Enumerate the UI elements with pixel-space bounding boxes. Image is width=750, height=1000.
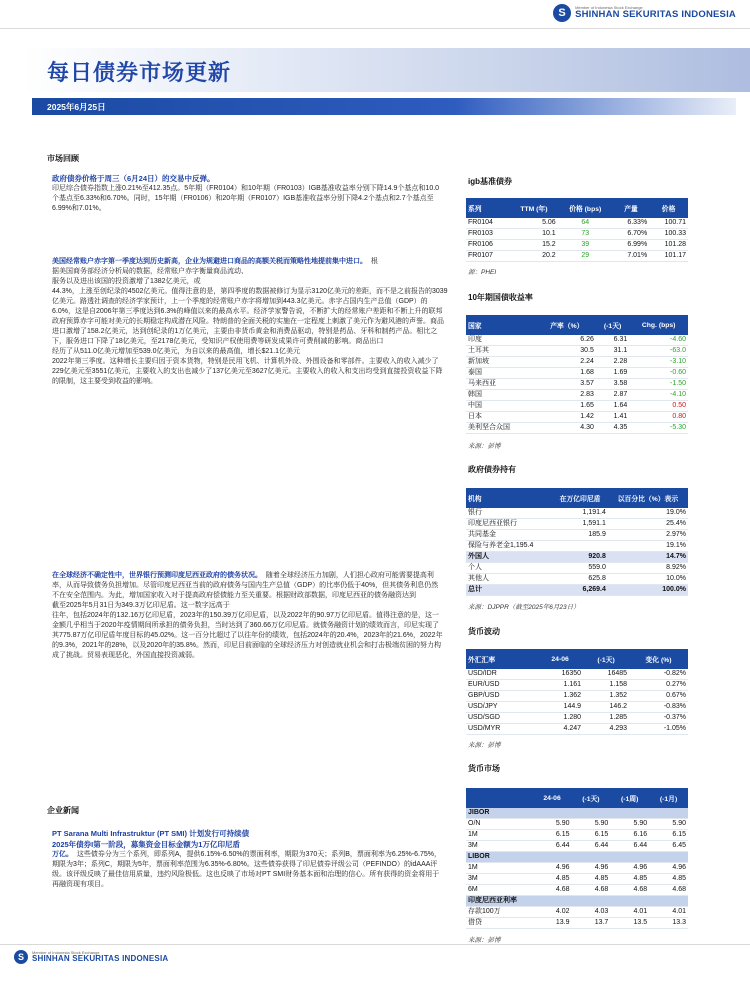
cell: 16485 [583, 669, 629, 680]
table-row [466, 563, 688, 574]
cell: EUR/USD [466, 680, 537, 691]
header-divider [0, 28, 750, 29]
cell: 6.15 [649, 830, 688, 841]
cell: 31.1 [596, 346, 629, 357]
cell: 5.90 [649, 819, 688, 830]
fx-header: 外汇汇率 [466, 649, 537, 669]
yields-header: 国家 [466, 315, 538, 335]
bond-prices-title: 政府债券价格于周三（6月24日）的交易中反弹。 [52, 174, 215, 183]
cell: 4.02 [533, 907, 572, 918]
cell: 1.352 [583, 691, 629, 702]
world-bank-title: 在全球经济不确定性中，世界银行预测印度尼西亚政府的债务状况。 [52, 572, 262, 579]
cell: 1.69 [596, 368, 629, 379]
table-row [466, 423, 688, 434]
table-row [466, 713, 688, 724]
yields-header: (-1天) [596, 315, 629, 335]
market-review-heading: 市场回顾 [47, 154, 79, 163]
table-row [466, 357, 688, 368]
cell: 6.33% [613, 218, 649, 229]
cell: 总计 [466, 585, 552, 596]
fx-header: 24-06 [537, 649, 583, 669]
table-row [466, 841, 688, 852]
cell: 印度尼西亚银行 [466, 519, 552, 530]
cell: 6.45 [649, 841, 688, 852]
yields-source: 来源：彭博 [468, 443, 501, 450]
igb-source: 源：PHEI [468, 269, 497, 276]
corporate-title3: 万亿。 [52, 851, 73, 858]
cell: 印度 [466, 335, 538, 346]
money-title: 货币市场 [468, 764, 500, 773]
cell: 4.68 [533, 885, 572, 896]
cell: 15.2 [510, 240, 558, 251]
section-corporate [52, 828, 444, 890]
cell: 马来西亚 [466, 379, 538, 390]
cell: 2.87 [596, 390, 629, 401]
cell: 16350 [537, 669, 583, 680]
cell: 100.71 [649, 218, 688, 229]
page-title: 每日债券市场更新 [47, 60, 232, 85]
cell: FR0107 [466, 251, 510, 262]
cell: USD/MYR [466, 724, 537, 735]
section-bond-prices [52, 173, 444, 214]
cell: 1.42 [538, 412, 596, 423]
date-bar [32, 98, 736, 115]
brand-logo [553, 4, 736, 22]
bond-prices-body: 印尼综合债券指数上涨0.21%至412.35点。5年期（FR0104）和10年期（FR0103）IGB基准收益率分别下降14.9个基点和10.0个基点至6.33%和6.70%。同时，15年期（FR0106）和20年期（FR0107）IGB基准收益率分别下降4.2个基点和2.7个基点至6.99%和7.01%。 [52, 185, 440, 212]
report-date: 2025年6月25日 [47, 102, 106, 112]
table-row [466, 218, 688, 229]
cell: 4.30 [538, 423, 596, 434]
table-row [466, 346, 688, 357]
cell: 泰国 [466, 368, 538, 379]
footer-tagline: Member of Indonesia Stock Exchange [32, 950, 100, 955]
table-row [466, 335, 688, 346]
cell: -0.37% [629, 713, 688, 724]
cell: 其他人 [466, 574, 552, 585]
footer-brand-name: SHINHAN SEKURITAS INDONESIA [32, 954, 169, 963]
us-deficit-body: 44.3%，上涨至创纪录的4502亿美元。值得注意的是，第四季度的数据被修订为显示3120亿美元的差距，而不是之前报告的3039亿美元。路透社调查的经济学家预计，上一个季度的经常账户赤字将增加到443.3亿美元。赤字占国内生产总值（GDP）的6.0%，这是自2006年第三季度达到6.3%的峰值以来的最高水平。经济学家警告说，不断扩大的经常账户差距和不断上升的联邦政府预算赤字可能对美元的长期稳定构成潜在风险。特朗普的全面关税的实施在一定程度上刺激了美元作为避风港的声誉。商品进口激增了158.2亿美元，达到创纪录的1万亿美元，主要由非货币黄金和消费品驱动，特别是药品、牙科和制药产品。相比之下，服务进口下降了18亿美元，至2178亿美元，受知识产权使用费等研发成果许可费削减的影响。商品出口 [52, 288, 448, 345]
cell: 5.06 [510, 218, 558, 229]
cell [552, 541, 608, 552]
cell: 2.83 [538, 390, 596, 401]
money-table [466, 788, 688, 929]
cell: 美利坚合众国 [466, 423, 538, 434]
cell: 6.16 [610, 830, 649, 841]
cell: 0.80 [629, 412, 688, 423]
table-row [466, 368, 688, 379]
cell: 6.44 [533, 841, 572, 852]
cell: 共同基金 [466, 530, 552, 541]
cell: 14.7% [608, 552, 688, 563]
money-source: 来源：彭博 [468, 937, 501, 944]
us-deficit-line1: 据美国商务部经济分析局的数据，经常账户赤字衡量商品流动、 [52, 268, 248, 275]
fx-source: 来源：彭博 [468, 742, 501, 749]
table-row [466, 830, 688, 841]
cell: 银行 [466, 508, 552, 519]
cell: 19.1% [608, 541, 688, 552]
table-row [466, 907, 688, 918]
cell: 30.5 [538, 346, 596, 357]
cell: 25.4% [608, 519, 688, 530]
table-row [466, 863, 688, 874]
us-deficit-line2: 服务以及进出该国的投资激增了1382亿美元，或 [52, 278, 201, 285]
table-row [466, 541, 688, 552]
cell: 185.9 [552, 530, 608, 541]
igb-title: igb基准债券 [468, 177, 512, 186]
table-row [466, 574, 688, 585]
cell: 1.362 [537, 691, 583, 702]
corporate-title1: PT Sarana Multi Infrastruktur (PT SMI) 计划发行可持续债 [52, 829, 250, 838]
cell: FR0104 [466, 218, 510, 229]
yields-header: 产率（%） [538, 315, 596, 335]
money-header: (-1天) [571, 788, 610, 808]
fx-header: (-1天) [583, 649, 629, 669]
cell: -3.10 [629, 357, 688, 368]
igb-header: 产量 [613, 198, 649, 218]
cell: -5.30 [629, 423, 688, 434]
table-row [466, 808, 688, 819]
shinhan-footer-icon: S [14, 950, 28, 964]
cell: 土耳其 [466, 346, 538, 357]
cell: FR0106 [466, 240, 510, 251]
cell: 13.9 [533, 918, 572, 929]
cell: 5.90 [571, 819, 610, 830]
money-header: (-1月) [649, 788, 688, 808]
cell: 13.7 [571, 918, 610, 929]
money-header: (-1周) [610, 788, 649, 808]
cell: 韩国 [466, 390, 538, 401]
cell: 6.44 [610, 841, 649, 852]
cell: 4.85 [649, 874, 688, 885]
cell: 144.9 [537, 702, 583, 713]
table-row [466, 874, 688, 885]
cell: JIBOR [466, 808, 688, 819]
brand-name: SHINHAN SEKURITAS INDONESIA [575, 9, 736, 21]
cell: 625.8 [552, 574, 608, 585]
holdings-header: 以百分比（%）表示 [608, 488, 688, 508]
cell: 6.15 [533, 830, 572, 841]
cell: 146.2 [583, 702, 629, 713]
cell: 1.64 [596, 401, 629, 412]
igb-header: 价格 [649, 198, 688, 218]
holdings-source: 来源：DJPPR（截至2025年6月23日） [468, 604, 580, 611]
igb-header: 系列 [466, 198, 510, 218]
cell: 101.28 [649, 240, 688, 251]
cell: 0.50 [629, 401, 688, 412]
cell: 4.247 [537, 724, 583, 735]
yields-table [466, 315, 688, 434]
cell: 920.8 [552, 552, 608, 563]
cell: 4.01 [649, 907, 688, 918]
cell: -4.60 [629, 335, 688, 346]
cell: 19.0% [608, 508, 688, 519]
cell: 6.31 [596, 335, 629, 346]
table-row [466, 918, 688, 929]
cell: USD/JPY [466, 702, 537, 713]
cell: O/N [466, 819, 533, 830]
table-row [466, 412, 688, 423]
cell: 4.293 [583, 724, 629, 735]
money-header: 24-06 [533, 788, 572, 808]
table-row [466, 852, 688, 863]
cell: 101.17 [649, 251, 688, 262]
cell: 保险与养老金1,195.4 [466, 541, 552, 552]
cell: 1.285 [583, 713, 629, 724]
table-row [466, 585, 688, 596]
cell: 4.96 [571, 863, 610, 874]
cell: 4.96 [533, 863, 572, 874]
us-deficit-title: 美国经常账户赤字第一季度达到历史新高，企业为规避进口商品的高额关税而策略性地提前集中进口。 [52, 258, 367, 265]
cell: 4.96 [610, 863, 649, 874]
cell: 1.158 [583, 680, 629, 691]
cell: 3M [466, 874, 533, 885]
table-row [466, 530, 688, 541]
table-row [466, 251, 688, 262]
cell: 0.67% [629, 691, 688, 702]
cell: 1.161 [537, 680, 583, 691]
table-row [466, 401, 688, 412]
fx-header: 变化 (%) [629, 649, 688, 669]
world-bank-body2: 截至2025年5月31日为349.3万亿印尼盾。这一数字远高于 [52, 602, 230, 609]
cell: 64 [558, 218, 613, 229]
cell: 2.97% [608, 530, 688, 541]
holdings-title: 政府债券持有 [468, 465, 516, 474]
table-row [466, 896, 688, 907]
cell: 4.85 [610, 874, 649, 885]
cell: 13.5 [610, 918, 649, 929]
cell: 外国人 [466, 552, 552, 563]
table-row [466, 680, 688, 691]
table-row [466, 508, 688, 519]
cell: -1.50 [629, 379, 688, 390]
cell: 3M [466, 841, 533, 852]
world-bank-body3: 往年，包括2024年的132.16万亿印尼盾，2023年的150.39万亿印尼盾，以及2022年的90.97万亿印尼盾。值得注意的是，这一金额几乎相当于2020年疫情期间所承担的债务负担，当时达到了360.66万亿印尼盾。就债务融资计划的绩效而言，印尼实现了其775.87万亿印尼盾年度目标的45.02%。这一百分比超过了以往年份的绩效，包括2024年的20.4%，2023年的21.6%，2022年的9.3%，2021年的28%，以及2020年的35.8%。然而，印尼目前面临的全球经济压力对创造就业机会和打击极端贫困的努力构成了挑战。贸易表现恶化，外国直接投资减弱。 [52, 612, 443, 659]
cell: 6,269.4 [552, 585, 608, 596]
cell: 13.3 [649, 918, 688, 929]
cell: 4.01 [610, 907, 649, 918]
igb-header: 价格 (bps) [558, 198, 613, 218]
igb-table [466, 198, 688, 262]
cell: 5.90 [533, 819, 572, 830]
cell: 100.33 [649, 229, 688, 240]
table-row [466, 669, 688, 680]
holdings-header: 机构 [466, 488, 552, 508]
cell: 个人 [466, 563, 552, 574]
cell: 1,191.4 [552, 508, 608, 519]
cell: 6M [466, 885, 533, 896]
brand-tagline: Member of Indonesia Stock Exchange [575, 5, 643, 11]
cell: USD/SGD [466, 713, 537, 724]
cell: 100.0% [608, 585, 688, 596]
cell: -0.60 [629, 368, 688, 379]
cell: 4.68 [610, 885, 649, 896]
us-deficit-line5: 2022年第三季度。这种增长主要归因于资本货物，特别是民用飞机、计算机外设、外围设备和零部件。主要收入的收入减少了229亿美元至3551亿美元，主要收入的支出也减少了137亿美元至3627亿美元。主要收入的收入和支出均受到直接投资收益下降的限制，这主要受到收益的影响。 [52, 358, 443, 385]
table-row [466, 240, 688, 251]
cell: 3.57 [538, 379, 596, 390]
cell: 20.2 [510, 251, 558, 262]
footer-divider [0, 944, 750, 945]
cell: 73 [558, 229, 613, 240]
fx-title: 货币波动 [468, 627, 500, 636]
cell: 10.1 [510, 229, 558, 240]
corporate-title2: 2025年债券I第一阶段，募集资金目标金额为1万亿印尼盾 [52, 840, 240, 849]
cell: -0.83% [629, 702, 688, 713]
table-row [466, 519, 688, 530]
table-row [466, 819, 688, 830]
cell: 印度尼西亚利率 [466, 896, 688, 907]
cell: 7.01% [613, 251, 649, 262]
cell: 1.280 [537, 713, 583, 724]
us-deficit-line4: 经历了从511.0亿美元增加至539.0亿美元，为自以来的最高值，增长$21.1亿美元 [52, 348, 301, 355]
cell: FR0103 [466, 229, 510, 240]
cell: 6.70% [613, 229, 649, 240]
section-world-bank [52, 571, 444, 661]
cell: 5.90 [610, 819, 649, 830]
cell: 2.28 [596, 357, 629, 368]
cell: USD/IDR [466, 669, 537, 680]
igb-header: TTM (年) [510, 198, 558, 218]
yields-header: Chg. (bps) [629, 315, 688, 335]
cell: 6.44 [571, 841, 610, 852]
table-row [466, 229, 688, 240]
cell: GBP/USD [466, 691, 537, 702]
cell: 4.68 [571, 885, 610, 896]
table-row [466, 379, 688, 390]
cell: 4.03 [571, 907, 610, 918]
shinhan-logo-icon: S [553, 4, 571, 22]
cell: 1.41 [596, 412, 629, 423]
cell: 4.85 [533, 874, 572, 885]
cell: 39 [558, 240, 613, 251]
us-deficit-tail: 根 [370, 258, 378, 265]
cell: 0.27% [629, 680, 688, 691]
corporate-news-heading: 企业新闻 [47, 806, 79, 815]
yields-title: 10年期国债收益率 [468, 293, 533, 302]
cell: 新加坡 [466, 357, 538, 368]
section-us-deficit [52, 257, 448, 387]
cell: 日本 [466, 412, 538, 423]
cell: 1M [466, 830, 533, 841]
fx-table [466, 649, 688, 735]
holdings-table [466, 488, 688, 596]
cell: 6.99% [613, 240, 649, 251]
cell: -4.10 [629, 390, 688, 401]
table-row [466, 702, 688, 713]
table-row [466, 724, 688, 735]
cell: 存款100万 [466, 907, 533, 918]
corporate-body: 这些债券分为三个系列，即系列A，提供6.15%-6.50%的票面利率，期限为370天；系列B，票面利率为6.25%-6.75%，期限为3年；系列C，期限为5年，票面利率范围为6.35%-6.80%。这些债券获得了印尼债券评级公司（PEFINDO）的idAAA评级。该评级反映了最佳信用质量，违约风险极低。这也反映了市场对PT SMI财务基本面和治理的信心。所有获得的资金将用于再融资现有项目。 [52, 851, 441, 888]
table-row [466, 552, 688, 563]
cell: 4.68 [649, 885, 688, 896]
cell: 4.35 [596, 423, 629, 434]
holdings-header: 在万亿印尼盾 [552, 488, 608, 508]
cell: 1M [466, 863, 533, 874]
cell: 3.58 [596, 379, 629, 390]
cell: 4.85 [571, 874, 610, 885]
cell: 2.24 [538, 357, 596, 368]
cell: 6.15 [571, 830, 610, 841]
cell: LIBOR [466, 852, 688, 863]
table-row [466, 390, 688, 401]
cell: -63.0 [629, 346, 688, 357]
footer-logo [14, 950, 168, 964]
cell: -0.82% [629, 669, 688, 680]
world-bank-body1: 随着全球经济压力加剧，人们担心政府可能需要提高利率，从而导致债务负担增加。尽管印度尼西亚当前的政府债务与国内生产总值（GDP）的比率仍低于40%，但其债务利息仍然不在安全范围内。为此，增加国家收入对于提高政府偿债能力至关重要。根据财政部数据，印度尼西亚的债务融资达到 [52, 572, 439, 599]
cell: 10.0% [608, 574, 688, 585]
cell: 中国 [466, 401, 538, 412]
cell: -1.05% [629, 724, 688, 735]
cell: 29 [558, 251, 613, 262]
table-row [466, 691, 688, 702]
cell: 1.68 [538, 368, 596, 379]
cell: 8.92% [608, 563, 688, 574]
cell: 借贷 [466, 918, 533, 929]
cell: 1.65 [538, 401, 596, 412]
cell: 559.0 [552, 563, 608, 574]
table-row [466, 885, 688, 896]
cell: 6.26 [538, 335, 596, 346]
money-header [466, 788, 533, 808]
cell: 4.96 [649, 863, 688, 874]
cell: 1,591.1 [552, 519, 608, 530]
